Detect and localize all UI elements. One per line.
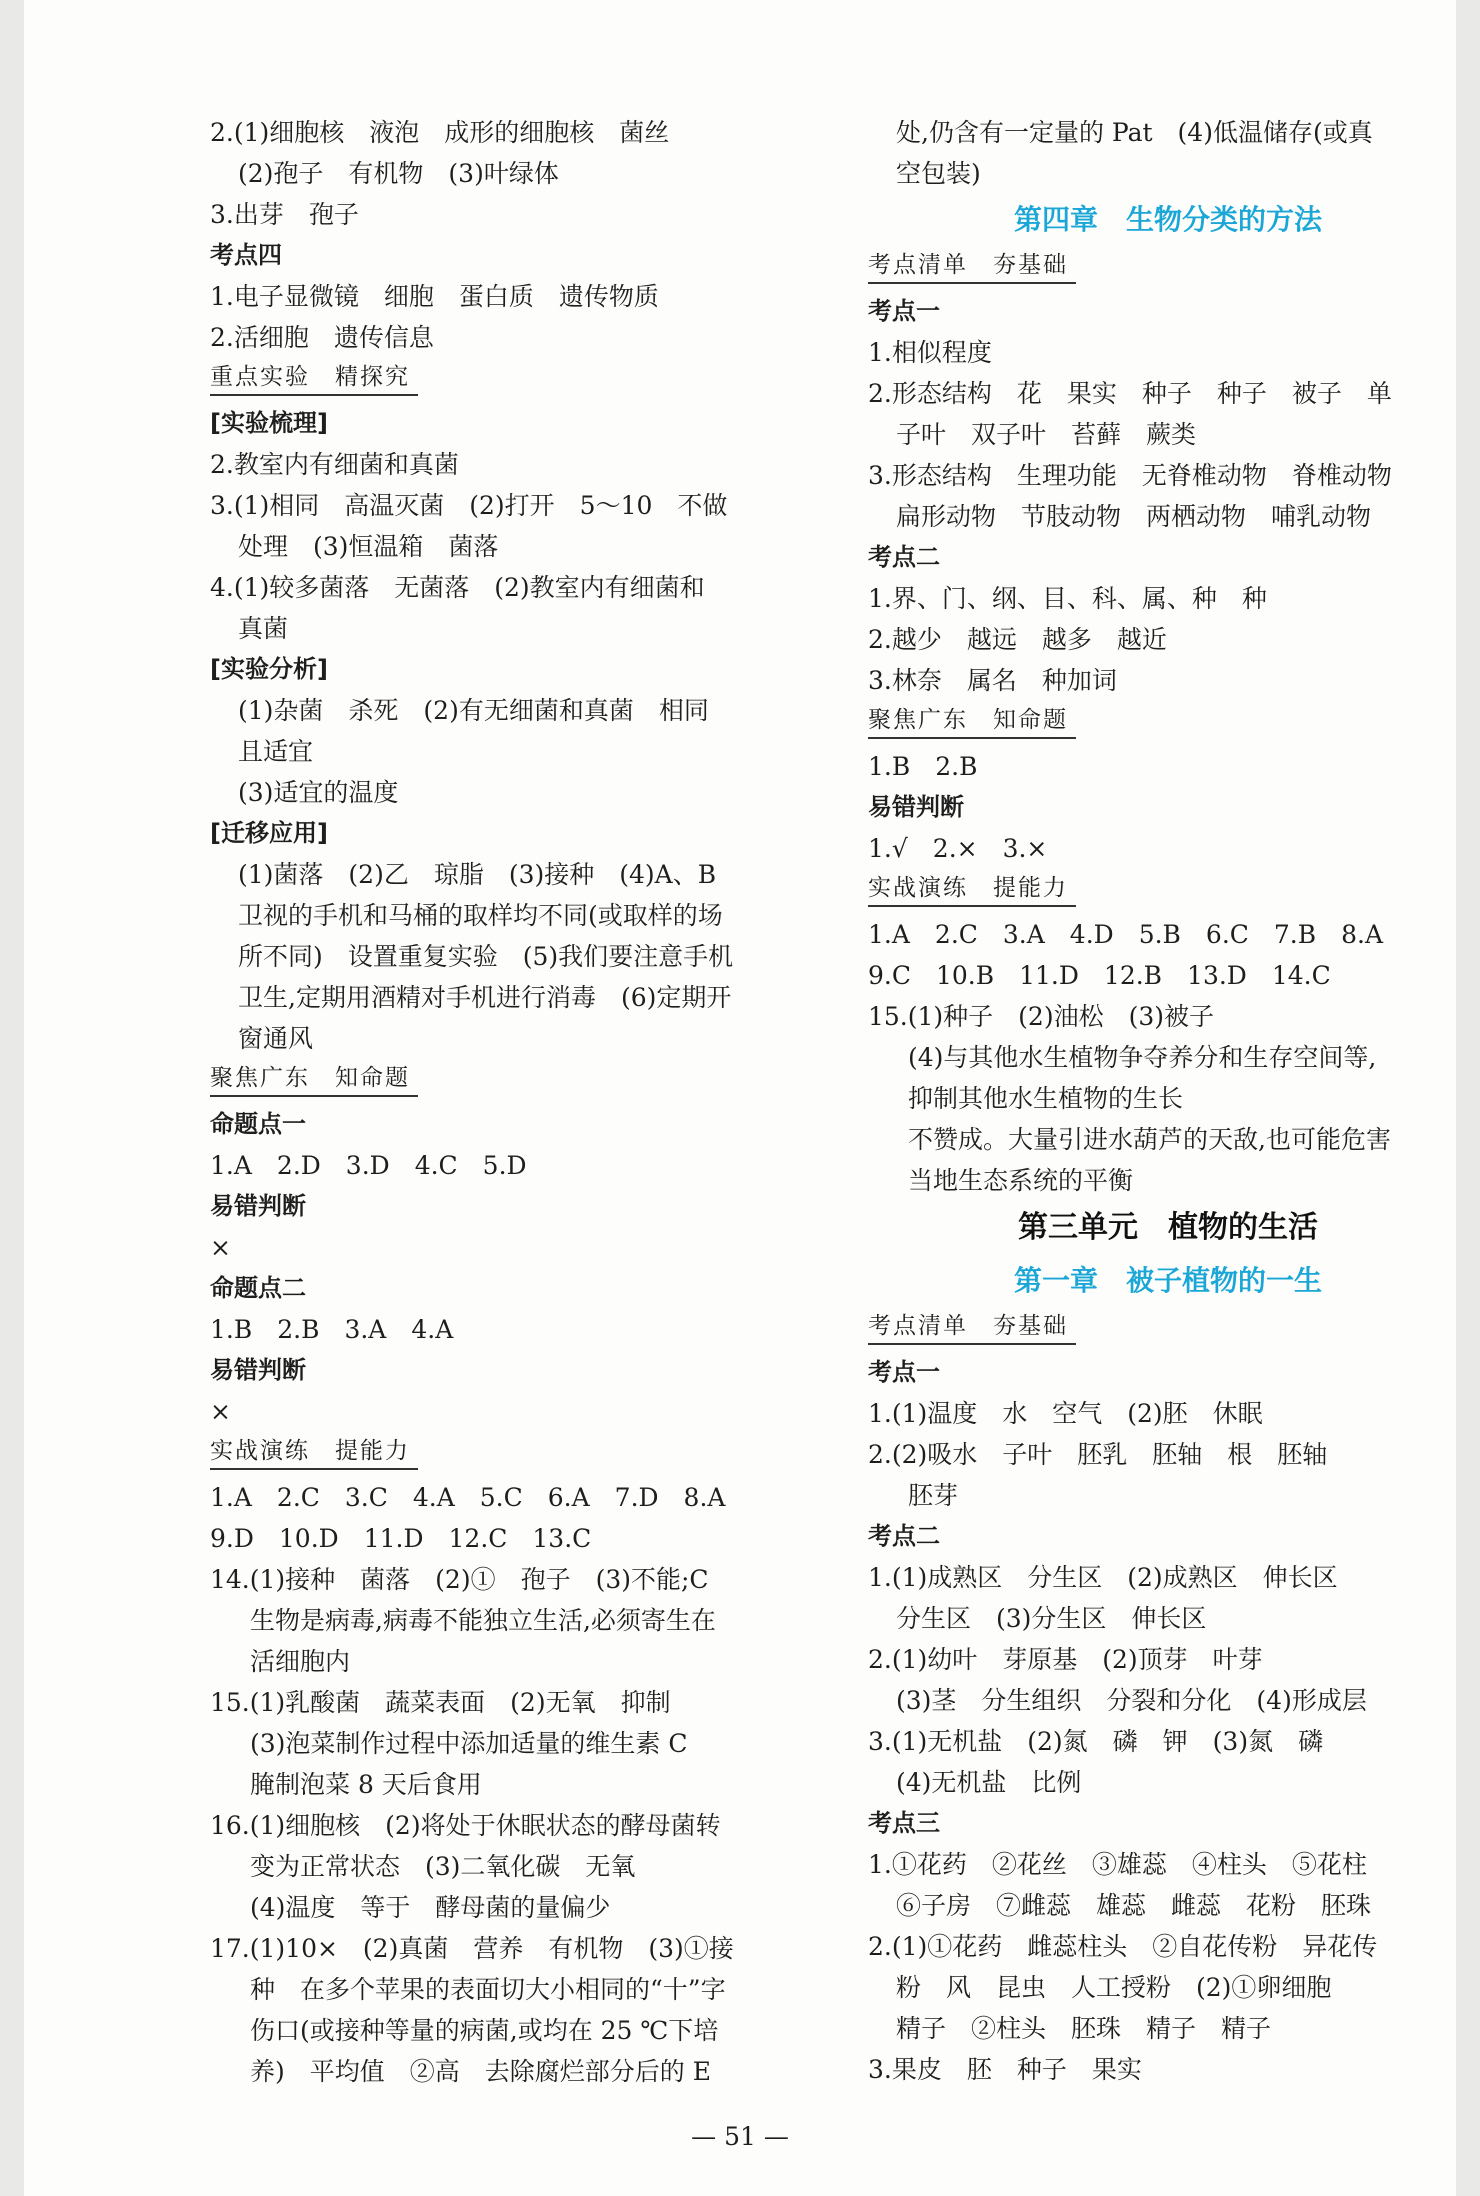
answer-line: 变为正常状态 (3)二氧化碳 无氧 <box>250 1852 636 1881</box>
answer-line: 1.A 2.C 3.A 4.D 5.B 6.C 7.B 8.A <box>868 920 1384 949</box>
answer-line: 且适宜 <box>238 737 314 766</box>
answer-line: 活细胞内 <box>250 1647 351 1676</box>
answer-line: 胚芽 <box>908 1481 959 1510</box>
answer-line: 扁形动物 节肢动物 两栖动物 哺乳动物 <box>896 502 1372 531</box>
section-banner: 聚焦广东 知命题 <box>210 1061 810 1104</box>
answer-line: 1.界、门、纲、目、科、属、种 种 <box>868 584 1267 613</box>
topic-heading: 考点三 <box>868 1809 940 1837</box>
answer-line: 粉 风 昆虫 人工授粉 (2)①卵细胞 <box>896 1973 1332 2002</box>
subsection-heading: [迁移应用] <box>210 819 328 847</box>
answer-line: 1.B 2.B <box>868 752 978 781</box>
answer-line: 生物是病毒,病毒不能独立生活,必须寄生在 <box>250 1606 716 1635</box>
answer-line: 当地生态系统的平衡 <box>908 1166 1134 1195</box>
answer-line: ⑥子房 ⑦雌蕊 雄蕊 雌蕊 花粉 胚珠 <box>896 1891 1372 1920</box>
answer-line: 1.(1)温度 水 空气 (2)胚 休眠 <box>868 1399 1263 1428</box>
answer-line: 1.A 2.C 3.C 4.A 5.C 6.A 7.D 8.A <box>210 1483 726 1512</box>
answer-line: 子叶 双子叶 苔藓 蕨类 <box>896 420 1197 449</box>
answer-line: 抑制其他水生植物的生长 <box>908 1084 1184 1113</box>
answer-line: 卫视的手机和马桶的取样均不同(或取样的场 <box>238 901 723 930</box>
section-banner: 重点实验 精探究 <box>210 360 810 403</box>
answer-line: 3.果皮 胚 种子 果实 <box>868 2055 1142 2084</box>
answer-line: 1.相似程度 <box>868 338 992 367</box>
answer-line: 1.B 2.B 3.A 4.A <box>210 1315 454 1344</box>
topic-heading: 易错判断 <box>210 1192 306 1220</box>
answer-line: × <box>210 1397 231 1426</box>
answer-line: 1.A 2.D 3.D 4.C 5.D <box>210 1151 527 1180</box>
answer-line: 2.(1)幼叶 芽原基 (2)顶芽 叶芽 <box>868 1645 1263 1674</box>
answer-line: 真菌 <box>238 614 289 643</box>
answer-line: 1.①花药 ②花丝 ③雄蕊 ④柱头 ⑤花柱 <box>868 1850 1367 1879</box>
answer-line: 2.活细胞 遗传信息 <box>210 323 434 352</box>
answer-line: 17.(1)10× (2)真菌 营养 有机物 (3)①接 <box>210 1934 734 1963</box>
topic-heading: 考点一 <box>868 1358 940 1386</box>
chapter-title: 第一章 被子植物的一生 <box>1013 1264 1322 1297</box>
subsection-heading: [实验梳理] <box>210 409 328 437</box>
answer-line: (2)孢子 有机物 (3)叶绿体 <box>238 159 559 188</box>
section-banner: 实战演练 提能力 <box>210 1434 810 1477</box>
topic-heading: 命题点一 <box>210 1110 306 1138</box>
answer-line: 14.(1)接种 菌落 (2)① 孢子 (3)不能;C <box>210 1565 709 1594</box>
answer-line: 处,仍含有一定量的 Pat (4)低温储存(或真 <box>896 118 1373 147</box>
answer-line: 9.C 10.B 11.D 12.B 13.D 14.C <box>868 961 1331 990</box>
answer-line: (4)温度 等于 酵母菌的量偏少 <box>250 1893 611 1922</box>
unit-title: 第三单元 植物的生活 <box>1018 1210 1318 1245</box>
answer-line: (1)杂菌 杀死 (2)有无细菌和真菌 相同 <box>238 696 709 725</box>
subsection-heading: [实验分析] <box>210 655 328 683</box>
section-banner: 实战演练 提能力 <box>868 871 1468 914</box>
left-column <box>210 112 810 2092</box>
answer-line: 卫生,定期用酒精对手机进行消毒 (6)定期开 <box>238 983 732 1012</box>
topic-heading: 考点二 <box>868 1522 940 1550</box>
answer-line: 腌制泡菜 8 天后食用 <box>250 1770 482 1799</box>
topic-heading: 易错判断 <box>868 793 964 821</box>
answer-line: 2.(1)①花药 雌蕊柱头 ②自花传粉 异花传 <box>868 1932 1378 1961</box>
page-number: — 51 — <box>691 2122 789 2151</box>
topic-heading: 易错判断 <box>210 1356 306 1384</box>
answer-line: 3.林奈 属名 种加词 <box>868 666 1117 695</box>
answer-line: 15.(1)种子 (2)油松 (3)被子 <box>868 1002 1214 1031</box>
answer-line: 3.(1)相同 高温灭菌 (2)打开 5～10 不做 <box>210 491 728 520</box>
section-banner: 考点清单 夯基础 <box>868 1309 1468 1352</box>
answer-line: 2.教室内有细菌和真菌 <box>210 450 459 479</box>
answer-line: 1.√ 2.× 3.× <box>868 834 1048 863</box>
topic-heading: 考点四 <box>210 241 282 269</box>
answer-line: 空包装) <box>896 159 981 188</box>
topic-heading: 考点二 <box>868 543 940 571</box>
topic-heading: 考点一 <box>868 297 940 325</box>
topic-heading: 命题点二 <box>210 1274 306 1302</box>
answer-line: 3.出芽 孢子 <box>210 200 359 229</box>
answer-line: 9.D 10.D 11.D 12.C 13.C <box>210 1524 592 1553</box>
answer-line: 15.(1)乳酸菌 蔬菜表面 (2)无氧 抑制 <box>210 1688 671 1717</box>
answer-line: 2.越少 越远 越多 越近 <box>868 625 1167 654</box>
answer-line: 分生区 (3)分生区 伸长区 <box>896 1604 1207 1633</box>
section-banner: 聚焦广东 知命题 <box>868 703 1468 746</box>
answer-line: 16.(1)细胞核 (2)将处于休眠状态的酵母菌转 <box>210 1811 721 1840</box>
answer-line: (3)泡菜制作过程中添加适量的维生素 C <box>250 1729 688 1758</box>
answer-line: (3)茎 分生组织 分裂和分化 (4)形成层 <box>896 1686 1367 1715</box>
answer-line: 不赞成。大量引进水葫芦的天敌,也可能危害 <box>908 1125 1391 1154</box>
answer-line: 精子 ②柱头 胚珠 精子 精子 <box>896 2014 1272 2043</box>
answer-line: 3.(1)无机盐 (2)氮 磷 钾 (3)氮 磷 <box>868 1727 1324 1756</box>
answer-line: 1.(1)成熟区 分生区 (2)成熟区 伸长区 <box>868 1563 1338 1592</box>
answer-line: 4.(1)较多菌落 无菌落 (2)教室内有细菌和 <box>210 573 705 602</box>
answer-line: 窗通风 <box>238 1024 314 1053</box>
answer-line: 伤口(或接种等量的病菌,或均在 25 ℃下培 <box>250 2016 719 2045</box>
answer-line: 处理 (3)恒温箱 菌落 <box>238 532 499 561</box>
chapter-title: 第四章 生物分类的方法 <box>1013 203 1322 236</box>
answer-line: (3)适宜的温度 <box>238 778 399 807</box>
answer-line: × <box>210 1233 231 1262</box>
answer-line: (4)无机盐 比例 <box>896 1768 1082 1797</box>
section-banner: 考点清单 夯基础 <box>868 248 1468 291</box>
answer-line: 3.形态结构 生理功能 无脊椎动物 脊椎动物 <box>868 461 1392 490</box>
answer-line: 所不同) 设置重复实验 (5)我们要注意手机 <box>238 942 734 971</box>
right-column <box>868 112 1468 2090</box>
answer-line: (4)与其他水生植物争夺养分和生存空间等, <box>908 1043 1377 1072</box>
answer-line: 2.(1)细胞核 液泡 成形的细胞核 菌丝 <box>210 118 670 147</box>
answer-line: 养) 平均值 ②高 去除腐烂部分后的 E <box>250 2057 711 2086</box>
answer-line: (1)菌落 (2)乙 琼脂 (3)接种 (4)A、B <box>238 860 717 889</box>
answer-line: 2.(2)吸水 子叶 胚乳 胚轴 根 胚轴 <box>868 1440 1328 1469</box>
answer-line: 1.电子显微镜 细胞 蛋白质 遗传物质 <box>210 282 659 311</box>
answer-line: 种 在多个苹果的表面切大小相同的“十”字 <box>250 1975 726 2004</box>
answer-line: 2.形态结构 花 果实 种子 种子 被子 单 <box>868 379 1392 408</box>
